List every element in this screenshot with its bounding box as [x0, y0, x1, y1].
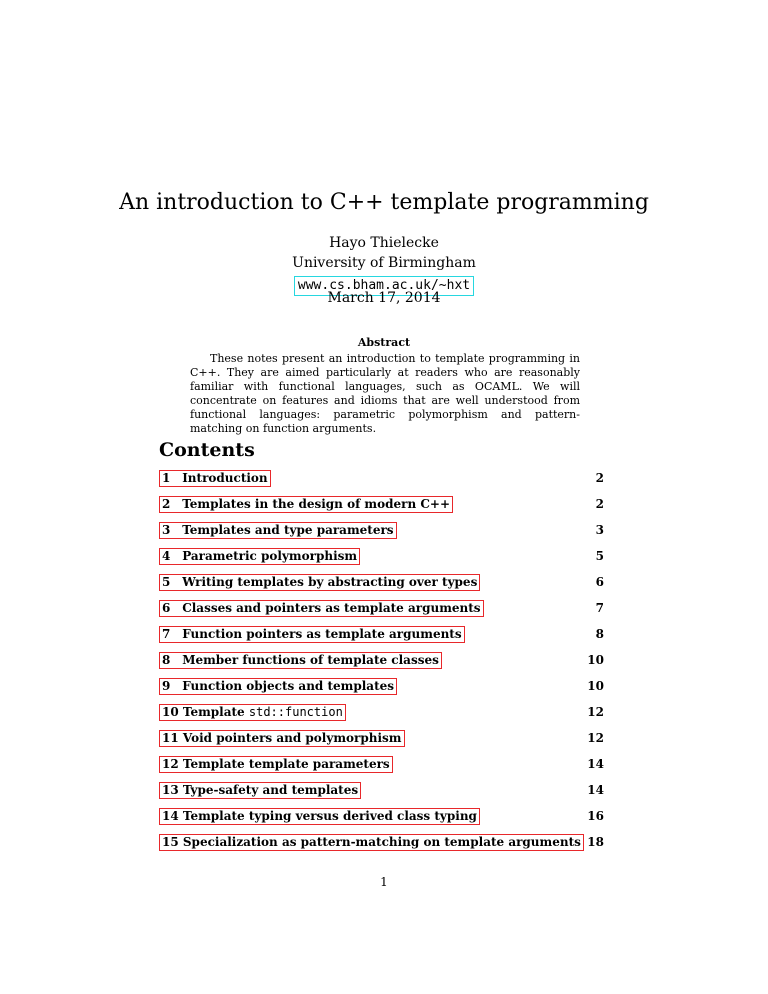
- toc-title: Writing templates by abstracting over types: [182, 575, 478, 589]
- toc-link-10[interactable]: [159, 704, 346, 721]
- toc-link-13[interactable]: [159, 782, 361, 799]
- toc-title: Void pointers and polymorphism: [182, 731, 402, 745]
- toc-item: [159, 494, 604, 520]
- toc-title: Introduction: [182, 471, 268, 485]
- toc-number: 15: [162, 835, 179, 849]
- toc-page: 16: [587, 809, 604, 823]
- author-name: Hayo Thielecke: [329, 235, 439, 251]
- author-block: [0, 233, 768, 296]
- toc-page: 18: [587, 835, 604, 849]
- author-url-link[interactable]: www.cs.bham.ac.uk/~hxt: [294, 276, 474, 296]
- toc-number: 13: [162, 783, 179, 797]
- paper-title: An introduction to C++ template programming: [119, 190, 649, 215]
- toc-link-3[interactable]: [159, 522, 397, 539]
- page-number: 1: [380, 875, 388, 889]
- toc-page: 8: [595, 627, 604, 641]
- contents-heading: Contents: [159, 439, 255, 461]
- toc-item: [159, 572, 604, 598]
- toc-number: 1: [162, 471, 171, 485]
- toc-number: 5: [162, 575, 171, 589]
- toc-title: Classes and pointers as template arguments: [182, 601, 481, 615]
- toc-number: 2: [162, 497, 171, 511]
- toc-item: [159, 468, 604, 494]
- toc-page: 3: [595, 523, 604, 537]
- toc-title: Specialization as pattern-matching on template arguments: [182, 835, 581, 849]
- toc-item: [159, 624, 604, 650]
- toc-item: [159, 832, 604, 858]
- toc-item: [159, 780, 604, 806]
- toc-page: 7: [595, 601, 604, 615]
- toc-item: [159, 676, 604, 702]
- toc-page: 2: [595, 471, 604, 485]
- toc-link-5[interactable]: [159, 574, 480, 591]
- toc-page: 12: [587, 705, 604, 719]
- paper-date: March 17, 2014: [327, 290, 441, 306]
- toc-title: Function pointers as template arguments: [182, 627, 462, 641]
- toc-number: 4: [162, 549, 171, 563]
- abstract-heading: Abstract: [357, 336, 411, 349]
- toc-code: std::function: [248, 705, 343, 719]
- toc-title: Templates and type parameters: [182, 523, 394, 537]
- toc-page: 2: [595, 497, 604, 511]
- toc-page: 14: [587, 783, 604, 797]
- toc-title: Function objects and templates: [182, 679, 395, 693]
- toc-title: Member functions of template classes: [182, 653, 439, 667]
- abstract-text: These notes present an introduction to template programming in C++. They are aimed particularly at readers who are reasonably familiar with functional languages, such as OCAML. We will concentrate on features and idioms that are well understood from functional languages: parametric polymorphism and pattern-matching on function arguments.: [190, 352, 580, 435]
- toc-item: [159, 702, 604, 728]
- toc-page: 10: [587, 653, 604, 667]
- toc-link-9[interactable]: [159, 678, 397, 695]
- toc-page: 6: [595, 575, 604, 589]
- author-affiliation: University of Birmingham: [292, 255, 476, 271]
- toc-page: 14: [587, 757, 604, 771]
- toc-page: 10: [587, 679, 604, 693]
- table-of-contents: [159, 468, 604, 858]
- toc-link-11[interactable]: [159, 730, 405, 747]
- toc-title: Templates in the design of modern C++: [182, 497, 451, 511]
- toc-item: [159, 754, 604, 780]
- toc-number: 6: [162, 601, 171, 615]
- toc-link-2[interactable]: [159, 496, 453, 513]
- toc-link-15[interactable]: [159, 834, 584, 851]
- toc-link-12[interactable]: [159, 756, 393, 773]
- toc-item: [159, 650, 604, 676]
- toc-title: Type-safety and templates: [182, 783, 359, 797]
- toc-title: Template template parameters: [182, 757, 390, 771]
- toc-number: 11: [162, 731, 179, 745]
- toc-number: 12: [162, 757, 179, 771]
- toc-number: 14: [162, 809, 179, 823]
- toc-link-8[interactable]: [159, 652, 442, 669]
- toc-item: [159, 546, 604, 572]
- toc-title: Template: [182, 705, 245, 719]
- toc-page: 5: [595, 549, 604, 563]
- toc-item: [159, 806, 604, 832]
- toc-number: 9: [162, 679, 171, 693]
- toc-item: [159, 520, 604, 546]
- toc-number: 7: [162, 627, 171, 641]
- toc-title: Template typing versus derived class typing: [182, 809, 477, 823]
- toc-link-1[interactable]: [159, 470, 271, 487]
- toc-page: 12: [587, 731, 604, 745]
- toc-link-6[interactable]: [159, 600, 484, 617]
- toc-link-14[interactable]: [159, 808, 480, 825]
- toc-link-7[interactable]: [159, 626, 465, 643]
- toc-number: 10: [162, 705, 179, 719]
- toc-item: [159, 728, 604, 754]
- toc-item: [159, 598, 604, 624]
- toc-title: Parametric polymorphism: [182, 549, 358, 563]
- toc-number: 3: [162, 523, 171, 537]
- toc-number: 8: [162, 653, 171, 667]
- toc-link-4[interactable]: [159, 548, 360, 565]
